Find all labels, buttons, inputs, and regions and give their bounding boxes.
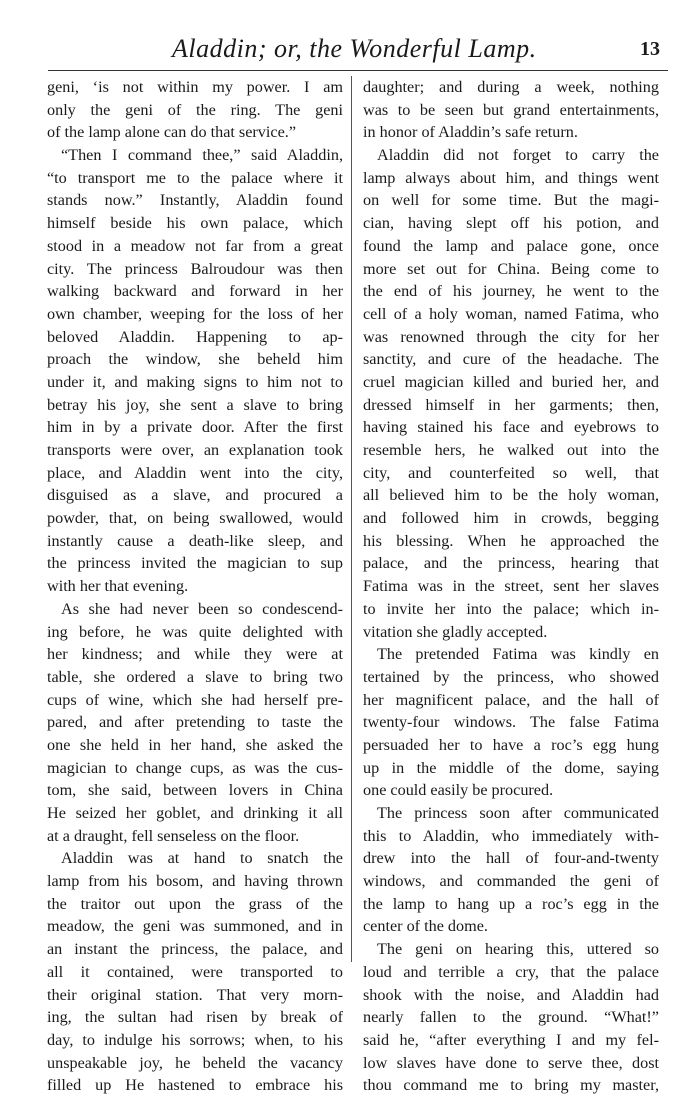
text-line: city, and counterfeited so well, that: [363, 463, 659, 482]
text-line: found the lamp and palace gone, once: [363, 236, 659, 255]
text-line: up in the middle of the dome, saying: [363, 758, 659, 777]
text-line: persuaded her to have a roc’s egg hung: [363, 735, 659, 754]
text-line: him in by a private door. After the first: [47, 418, 343, 437]
text-line: filled up He hastened to embrace his: [47, 1076, 343, 1095]
text-line: beloved Aladdin. Happening to ap-: [47, 327, 343, 346]
text-line: Fatima was in the street, sent her slaves: [363, 577, 659, 596]
text-line: meadow, the geni was summoned, and in: [47, 917, 343, 936]
text-line: the lamp to hang up a roc’s egg in the: [363, 894, 659, 913]
text-line: The geni on hearing this, uttered so: [377, 940, 659, 959]
text-line: in honor of Aladdin’s safe return.: [363, 123, 578, 142]
text-line: at a draught, fell senseless on the floor.: [47, 826, 300, 845]
text-line: was renowned through the city for her: [363, 327, 659, 346]
text-line: with her that evening.: [47, 577, 189, 596]
text-line: cian, having slept off his potion, and: [363, 214, 659, 233]
text-line: betray his joy, she sent a slave to bring: [47, 395, 343, 414]
text-line: He seized her goblet, and drinking it all: [47, 804, 343, 822]
text-line: powder, that, on being swallowed, would: [47, 509, 343, 528]
text-line: under it, and making signs to him not to: [47, 372, 343, 391]
text-line: table, she ordered a slave to bring two: [47, 667, 343, 686]
text-line: center of the dome.: [363, 917, 488, 936]
text-line: twenty-four windows. The false Fatima: [363, 713, 659, 732]
text-line: walking backward and forward in her: [47, 282, 343, 301]
text-line: the end of his journey, he went to the: [363, 282, 659, 301]
text-line: her magnificent palace, and the hall of: [363, 690, 659, 709]
text-line: all believed him to be the holy woman,: [363, 486, 659, 505]
text-line: proach the window, she beheld him: [47, 350, 343, 369]
text-line: their original station. That very morn-: [47, 985, 343, 1004]
text-line: cruel magician killed and buried her, and: [363, 372, 659, 391]
text-line: tertained by the princess, who showed: [363, 667, 659, 686]
left-column: [47, 76, 343, 1097]
text-line: day, to indulge his sorrows; when, to his: [47, 1030, 343, 1049]
text-line: vitation she gladly accepted.: [363, 622, 548, 641]
text-line: transports were over, an explanation took: [47, 441, 343, 459]
text-line: pared, and after pretending to taste the: [47, 713, 343, 732]
text-line: her kindness; and while they were at: [47, 645, 343, 664]
page-number: 13: [640, 38, 660, 60]
text-line: As she had never been so condescend-: [61, 599, 343, 618]
text-line: ing before, he was quite delighted with: [47, 622, 343, 641]
text-line: loud and terrible a cry, that the palace: [363, 962, 659, 981]
text-line: said he, “after everything I and my fel-: [363, 1030, 659, 1049]
text-line: Aladdin was at hand to snatch the: [61, 849, 343, 868]
text-line: this to Aladdin, who immediately with-: [363, 826, 659, 845]
text-line: all it contained, were transported to: [47, 962, 343, 981]
text-line: thou command me to bring my master,: [363, 1076, 659, 1095]
right-column: [363, 76, 659, 1097]
text-line: one she held in her hand, she asked the: [47, 735, 343, 754]
text-line: “Then I command thee,” said Aladdin,: [61, 146, 343, 165]
text-line: stands now.” Instantly, Aladdin found: [47, 191, 343, 210]
text-line: lamp from his bosom, and having thrown: [47, 872, 343, 891]
text-line: drew into the hall of four-and-twenty: [363, 849, 659, 868]
text-line: “to transport me to the palace where it: [47, 168, 343, 187]
text-line: own chamber, weeping for the loss of her: [47, 304, 343, 323]
running-head: [0, 34, 682, 68]
text-line: and followed him in crowds, begging: [363, 509, 659, 528]
text-line: of the lamp alone can do that service.”: [47, 123, 297, 142]
text-line: city. The princess Balroudour was then: [47, 259, 343, 278]
text-line: magician to change cups, as was the cus-: [47, 758, 343, 777]
text-line: having stained his face and eyebrows to: [363, 418, 659, 437]
header-rule: [48, 70, 668, 71]
text-line: dressed himself in her garments; then,: [363, 395, 659, 414]
text-line: geni, ‘is not within my power. I am: [47, 78, 343, 96]
text-line: only the geni of the ring. The geni: [47, 100, 343, 119]
text-line: lamp always about him, and things went: [363, 168, 659, 187]
text-line: stood in a meadow not far from a great: [47, 236, 343, 255]
text-line: the traitor out upon the grass of the: [47, 894, 343, 913]
text-line: his blessing. When he approached the: [363, 531, 659, 550]
text-line: The pretended Fatima was kindly en: [377, 645, 659, 664]
text-line: The princess soon after communicated: [377, 804, 659, 822]
text-line: windows, and commanded the geni of: [363, 872, 659, 891]
text-line: low slaves have done to serve thee, dost: [363, 1053, 659, 1072]
text-line: unspeakable joy, he beheld the vacancy: [47, 1053, 343, 1072]
text-line: tom, she said, between lovers in China: [47, 781, 343, 800]
text-line: himself beside his own palace, which: [47, 214, 343, 233]
text-line: cups of wine, which she had herself pre-: [47, 690, 343, 709]
text-line: ing, the sultan had risen by break of: [47, 1008, 343, 1027]
text-line: disguised as a slave, and procured a: [47, 486, 343, 505]
text-line: an instant the princess, the palace, and: [47, 940, 343, 959]
running-title: Aladdin; or, the Wonderful Lamp.: [172, 34, 537, 63]
text-line: place, and Aladdin went into the city,: [47, 463, 343, 482]
column-divider: [351, 76, 352, 962]
text-line: on well for some time. But the magi-: [363, 191, 659, 210]
text-line: the princess invited the magician to sup: [47, 554, 343, 573]
text-line: cell of a holy woman, named Fatima, who: [363, 304, 659, 323]
text-line: daughter; and during a week, nothing: [363, 78, 659, 96]
text-line: was to be seen but grand entertainments,: [363, 100, 659, 119]
text-line: instantly cause a death-like sleep, and: [47, 531, 343, 550]
text-line: one could easily be procured.: [363, 781, 554, 800]
text-line: palace, and the princess, hearing that: [363, 554, 659, 573]
text-line: shook with the noise, and Aladdin had: [363, 985, 659, 1004]
text-line: nearly fallen to the ground. “What!”: [363, 1008, 659, 1027]
text-line: resemble hers, he walked out into the: [363, 441, 659, 459]
text-line: Aladdin did not forget to carry the: [377, 146, 659, 165]
text-line: more set out for China. Being come to: [363, 259, 659, 278]
text-line: sanctity, and cure of the headache. The: [363, 350, 659, 369]
text-line: to invite her into the palace; which in-: [363, 599, 659, 618]
